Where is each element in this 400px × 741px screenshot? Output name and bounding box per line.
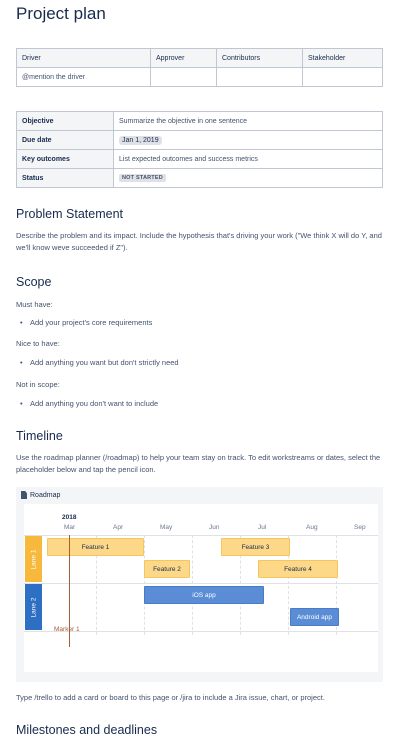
month-label: Sep [354, 524, 366, 531]
roadmap-title: Roadmap [30, 491, 61, 499]
bar-ios-app[interactable]: iOS app [144, 586, 264, 604]
lane-2-label[interactable] [25, 584, 42, 630]
problem-body: Describe the problem and its impact. Include the hypothesis that's driving your work ("We think X will do Y, and we'll know weve succeeded if Z"). [16, 231, 382, 252]
due-date-cell [114, 131, 383, 150]
approver-cell[interactable] [151, 68, 217, 87]
bar-feature-4[interactable]: Feature 4 [258, 560, 338, 578]
timeline-body: Use the roadmap planner (/roadmap) to help your team stay on track. To edit workstreams or dates, select the placeholder below and tap the pencil icon. [16, 453, 381, 474]
people-table-row [17, 68, 383, 87]
nice-to-have-list [20, 358, 179, 367]
key-outcomes-row [17, 150, 383, 169]
lane-1-label[interactable] [25, 536, 42, 582]
objective-label: Objective [17, 112, 114, 131]
bar-feature-3[interactable]: Feature 3 [221, 538, 290, 556]
nice-to-have-label: Nice to have: [16, 339, 60, 348]
lane-divider [24, 535, 378, 536]
list-item: • Add your project's core requirements [20, 318, 152, 327]
people-table-header-row [17, 49, 383, 68]
milestones-heading: Milestones and deadlines [16, 723, 158, 737]
month-gridline [144, 535, 145, 635]
header-contributors: Contributors [217, 49, 303, 68]
trello-jira-hint: Type /trello to add a card or board to this page or /jira to include a Jira issue, chart, or project. [16, 693, 325, 702]
people-table [16, 48, 383, 87]
month-label: May [160, 524, 173, 531]
scope-heading: Scope [16, 275, 52, 289]
must-have-label: Must have: [16, 300, 53, 309]
driver-cell[interactable]: @mention the driver [17, 68, 151, 87]
status-row [17, 169, 383, 188]
lane-divider [24, 583, 378, 584]
page-title: Project plan [16, 4, 106, 23]
must-have-list [20, 318, 152, 327]
due-date-row [17, 131, 383, 150]
objective-value[interactable]: Summarize the objective in one sentence [114, 112, 383, 131]
contributors-cell[interactable] [217, 68, 303, 87]
list-item: • Add anything you want but don't strictly need [20, 358, 179, 367]
month-label: Mar [64, 524, 76, 531]
status-cell [114, 169, 383, 188]
stakeholder-cell[interactable] [303, 68, 383, 87]
objective-row [17, 112, 383, 131]
header-stakeholder: Stakeholder [303, 49, 383, 68]
roadmap-doc-icon [21, 491, 27, 499]
bar-feature-2[interactable]: Feature 2 [144, 560, 190, 578]
not-in-scope-list [20, 399, 158, 408]
status-label: Status [17, 169, 114, 188]
problem-heading: Problem Statement [16, 207, 123, 221]
roadmap-marker-label: Marker 1 [54, 626, 80, 633]
not-in-scope-label: Not in scope: [16, 380, 60, 389]
month-label: Apr [113, 524, 124, 531]
header-driver: Driver [17, 49, 151, 68]
bar-android-app[interactable]: Android app [290, 608, 339, 626]
roadmap-header [21, 491, 60, 499]
status-badge[interactable]: NOT STARTED [119, 174, 166, 182]
month-gridline [192, 535, 193, 635]
summary-table [16, 111, 383, 188]
roadmap-canvas [24, 504, 378, 672]
list-item: • Add anything you don't want to include [20, 399, 158, 408]
month-label: Jun [209, 524, 220, 531]
timeline-heading: Timeline [16, 429, 63, 443]
due-date-label: Due date [17, 131, 114, 150]
due-date-lozenge[interactable]: Jan 1, 2019 [119, 136, 162, 145]
month-label: Jul [258, 524, 267, 531]
lane-1-name: Lane 1 [30, 549, 38, 569]
key-outcomes-label: Key outcomes [17, 150, 114, 169]
key-outcomes-value[interactable]: List expected outcomes and success metrics [114, 150, 383, 169]
roadmap-year: 2018 [62, 514, 77, 521]
lane-2-name: Lane 2 [30, 597, 38, 617]
month-label: Aug [306, 524, 318, 531]
header-approver: Approver [151, 49, 217, 68]
bar-feature-1[interactable]: Feature 1 [47, 538, 144, 556]
roadmap-planner[interactable] [16, 487, 383, 682]
